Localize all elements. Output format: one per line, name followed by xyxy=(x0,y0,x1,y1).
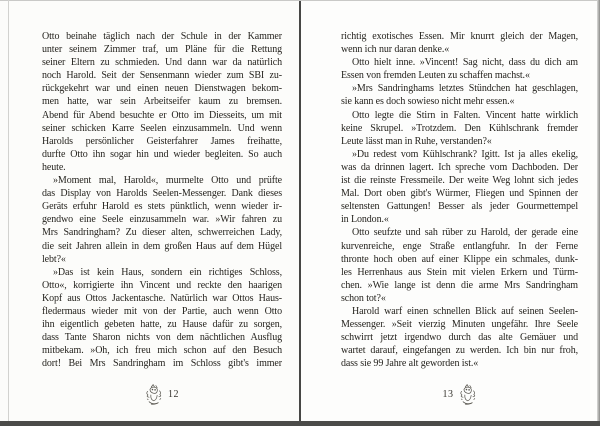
text-line: wenn ich nur daran denke.« xyxy=(341,44,450,56)
page-left-footer xyxy=(42,381,282,407)
text-line: durfte Otto ihn sogar hin und wieder begleiten. So auch xyxy=(42,148,282,160)
text-line: gendwo eine Seele einzusammeln war. »Wir fahren zu xyxy=(42,214,282,226)
text-line: lebt?« xyxy=(42,253,66,265)
page-left-text-block xyxy=(42,30,282,370)
page-number-left: 12 xyxy=(168,388,179,400)
scan-edge-top xyxy=(0,0,600,1)
text-line: Otto hielt inne. »Vincent! Sag nicht, dass du dich am xyxy=(352,57,578,69)
text-line: Leute lässt man in Ruhe, verstanden?« xyxy=(341,135,492,147)
page-gutter-line xyxy=(299,0,301,426)
text-line: dort! Bei Mrs Sandringham im Schloss gibt's immer xyxy=(42,358,282,370)
bat-ornament-icon xyxy=(459,383,477,406)
text-line: die seit Jahren allein in dem großen Haus auf dem Hügel xyxy=(42,240,282,252)
text-line: Essen von fremden Leuten zu schaffen machst.« xyxy=(341,70,530,82)
text-line: mitbekam. »Oh, ich freu mich schon auf den Besuch xyxy=(42,345,282,357)
text-line: Otto seufzte und sah rüber zu Harold, der gerade eine xyxy=(352,227,578,239)
text-line: men hatte, war sein Arbeitseifer kaum zu bremsen. xyxy=(42,96,282,108)
text-line: sie kann es doch sowieso nicht mehr essen.« xyxy=(341,96,515,108)
text-line: was da drinnen lagert. Ich spreche vom Dachboden. Der xyxy=(341,161,578,173)
text-line: les Herrenhaus aus Stein mit vielen Erkern und Türm- xyxy=(341,266,578,278)
text-line: richtig exotisches Essen. Mir knurrt gleich der Magen, xyxy=(341,31,578,42)
text-line: Messenger. »Seit vierzig Minuten ungefähr. Ihre Seele xyxy=(341,319,578,331)
scan-edge-bottom xyxy=(0,421,600,426)
text-line: unter seinem Zimmer traf, um Pläne für die Rettung xyxy=(42,44,282,56)
text-line: das Display von Harolds Seelen-Messenger. Dank dieses xyxy=(42,188,282,200)
text-line: kurvenreiche, enge Straße entlangfuhr. In der Ferne xyxy=(341,240,578,252)
text-line: »Moment mal, Harold«, murmelte Otto und prüfte xyxy=(53,175,282,187)
text-line: rückgekehrt war und einen neuen Dienstwagen bekom- xyxy=(42,83,282,95)
text-line: schon tot?« xyxy=(341,292,386,304)
text-line: seltensten Gattungen! Besser als jeder Gourmettempel xyxy=(341,201,578,213)
text-line: seiner schicken Karre Seelen einzusammeln. Und wenn xyxy=(42,122,282,134)
text-line: Harold warf einen schnellen Blick auf seinen Seelen- xyxy=(352,305,578,317)
text-line: thronte hoch oben auf einer Klippe ein schmales, dunk- xyxy=(341,253,578,265)
text-line: dass sie 99 Jahre alt geworden ist.« xyxy=(341,358,479,370)
text-line: Abend für Abend besuchte er Otto im Diesseits, um mit xyxy=(42,109,282,121)
text-line: Otto«, korrigierte ihn Vincent und reckte den haarigen xyxy=(42,279,282,291)
text-line: Otto legte die Stirn in Falten. Vincent hatte wirklich xyxy=(352,109,578,121)
text-line: wartet darauf, eingefangen zu werden. Ich bin nur froh, xyxy=(341,345,578,357)
text-line: noch Harold. Seit der Sensenmann wieder zum SBI zu- xyxy=(42,70,282,82)
text-line: ist die reinste Fressmeile. Der weite Weg lohnt sich jedes xyxy=(341,175,578,187)
bat-ornament-icon xyxy=(145,383,163,406)
text-line: schwirrt jetzt irgendwo durch das alte Gemäuer und xyxy=(341,332,578,344)
text-line: »Du redest vom Kühlschrank? Igitt. Ist ja alles ekelig, xyxy=(352,148,578,160)
text-line: Mrs Sandringham? Zu dieser alten, schwerreichen Lady, xyxy=(42,227,282,239)
page-right-text-block xyxy=(341,30,578,370)
text-line: Geräts erfuhr Harold es stets pünktlich, wenn wieder ir- xyxy=(42,201,282,213)
text-line: dass Tante Sharon nichts von dem nächtlichen Ausflug xyxy=(42,332,282,344)
text-line: Kopf aus Ottos Jackentasche. Natürlich war Ottos Haus- xyxy=(42,292,282,304)
text-line: »Das ist kein Haus, sondern ein richtiges Schloss, xyxy=(53,266,282,278)
text-line: fledermaus wieder mit von der Partie, auch wenn Otto xyxy=(42,305,282,317)
text-line: keine Skrupel. »Trotzdem. Den Kühlschrank fremder xyxy=(341,122,578,134)
text-line: ihn eigentlich gebeten hatte, zu Hause dafür zu sorgen, xyxy=(42,319,282,331)
text-line: Otto beinahe täglich nach der Schule in der Kammer xyxy=(42,31,282,42)
text-line: seiner Eltern zu schmieden. Und dann war da natürlich xyxy=(42,57,282,69)
text-line: Mal. Dort oben gibt's Würmer, Fliegen und Spinnen der xyxy=(341,188,578,200)
text-line: in London.« xyxy=(341,214,389,226)
page-right-footer xyxy=(341,381,578,407)
text-line: Harolds persönlicher Geisterfahrer James freihatte, xyxy=(42,135,282,147)
scan-edge-left xyxy=(8,0,9,426)
text-line: heute. xyxy=(42,161,66,173)
text-line: chen. »Wie lange ist denn die arme Mrs Sandringham xyxy=(341,279,578,291)
page-number-right: 13 xyxy=(442,388,454,400)
text-line: »Mrs Sandringhams letztes Stündchen hat geschlagen, xyxy=(352,83,578,95)
